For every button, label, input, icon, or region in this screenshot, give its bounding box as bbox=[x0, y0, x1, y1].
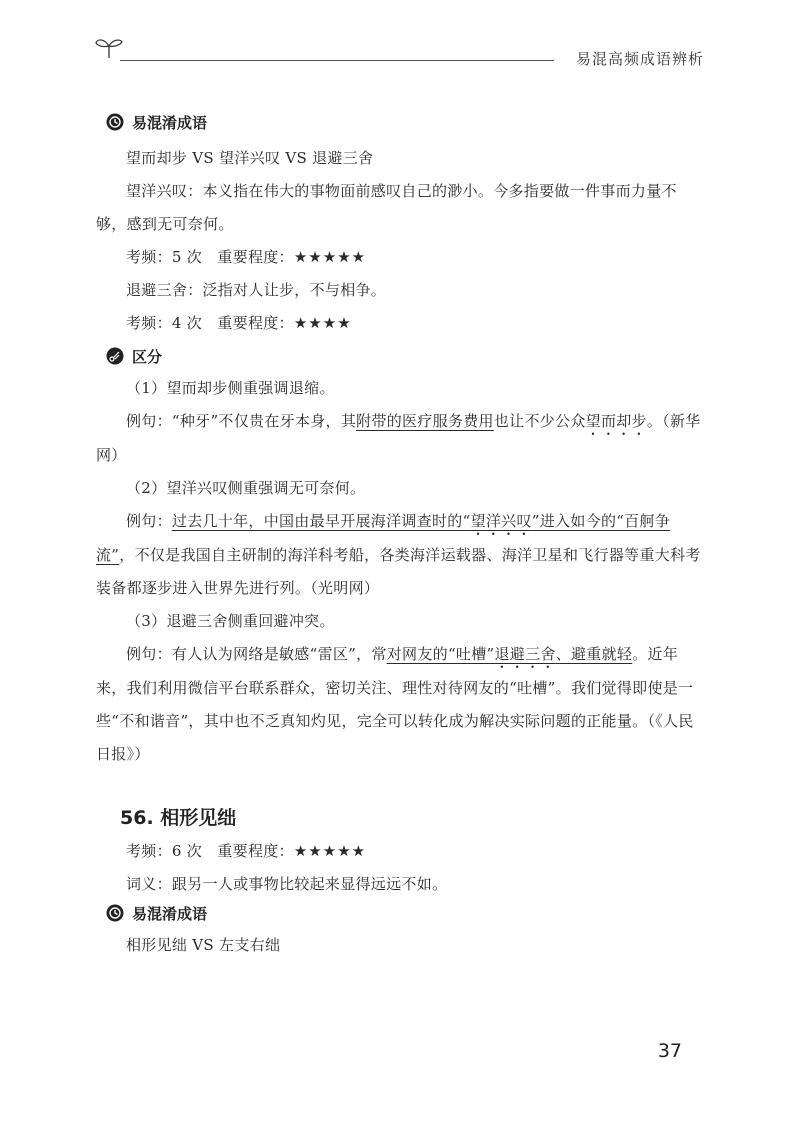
definition-wangyangxingtan: 望洋兴叹：本义指在伟大的事物面前感叹自己的渺小。今多指要做一件事而力量不够，感到无可奈何。 bbox=[96, 182, 677, 233]
example-text: 例句：有人认为网络是敏感“雷区”，常 bbox=[126, 645, 387, 663]
confusable-heading-text: 易混淆成语 bbox=[132, 113, 208, 132]
importance-stars: ★★★★★ bbox=[293, 248, 367, 266]
underlined-phrase: 过去几十年，中国由最早开展海洋调查时的“ bbox=[171, 512, 471, 530]
example-text: 例句： bbox=[126, 512, 172, 530]
frequency-label: 考频：4 次 bbox=[126, 314, 203, 332]
dotted-idiom: 望洋兴叹 bbox=[470, 512, 532, 530]
frequency-label: 考频：6 次 bbox=[126, 842, 203, 860]
sprout-icon bbox=[94, 34, 124, 60]
importance-label: 重要程度： bbox=[217, 842, 294, 860]
importance-label: 重要程度： bbox=[217, 248, 294, 266]
section-title: 56. 相形见绌 bbox=[120, 807, 237, 829]
running-header bbox=[94, 28, 704, 68]
frequency-line bbox=[96, 307, 702, 340]
scissors-circle-icon bbox=[106, 347, 124, 365]
example-text: 也让不少公众 bbox=[493, 412, 586, 430]
distinguish-heading bbox=[106, 344, 702, 368]
importance-label: 重要程度： bbox=[217, 314, 294, 332]
page-content bbox=[96, 110, 702, 962]
example-2 bbox=[96, 505, 702, 605]
meaning-line: 词义：跟另一人或事物比较起来显得远远不如。 bbox=[126, 875, 448, 893]
header-title: 易混高频成语辨析 bbox=[575, 50, 704, 68]
confusable-heading bbox=[106, 901, 702, 925]
frequency-line bbox=[96, 241, 702, 274]
underlined-phrase: ”进入如今的“百舸争流” bbox=[96, 512, 671, 564]
example-3 bbox=[96, 638, 702, 771]
compare-line: 相形见绌 VS 左支右绌 bbox=[126, 936, 281, 954]
dotted-idiom: 退避三舍 bbox=[494, 645, 556, 663]
example-text: ，不仅是我国自主研制的海洋科考船，各类海洋运载器、海洋卫星和飞行器等重大科考装备都逐步进入世界先进行列。（光明网） bbox=[96, 546, 701, 597]
frequency-line bbox=[96, 835, 702, 868]
distinction-3: （3）退避三舍侧重回避冲突。 bbox=[126, 612, 335, 630]
example-text: 例句：“种牙”不仅贵在牙本身，其 bbox=[126, 412, 357, 430]
underlined-phrase: 、避重就轻 bbox=[555, 645, 633, 663]
confusable-heading-text: 易混淆成语 bbox=[132, 904, 208, 923]
distinction-1: （1）望而却步侧重强调退缩。 bbox=[126, 379, 335, 397]
dotted-idiom: 望而却步 bbox=[585, 412, 647, 430]
distinguish-heading-text: 区分 bbox=[132, 347, 163, 366]
confusable-heading bbox=[106, 110, 702, 134]
underlined-phrase: 对网友的“吐槽” bbox=[386, 645, 495, 663]
header-rule bbox=[120, 60, 554, 61]
example-1 bbox=[96, 405, 702, 472]
definition-tuibisanshe: 退避三舍：泛指对人让步，不与相争。 bbox=[126, 281, 387, 299]
frequency-label: 考频：5 次 bbox=[126, 248, 203, 266]
page-number: 37 bbox=[657, 1040, 682, 1062]
compare-line: 望而却步 VS 望洋兴叹 VS 退避三舍 bbox=[126, 149, 374, 167]
importance-stars: ★★★★ bbox=[293, 314, 352, 332]
clock-circle-icon bbox=[106, 113, 124, 131]
clock-circle-icon bbox=[106, 904, 124, 922]
importance-stars: ★★★★★ bbox=[293, 842, 367, 860]
underlined-phrase: 附带的医疗服务费用 bbox=[356, 412, 494, 430]
example-text: 。近年来，我们利用微信平台联系群众，密切关注、理性对待网友的“吐槽”。我们觉得即使是一些“不和谐音”，其中也不乏真知灼见，完全可以转化成为解决实际问题的正能量。（《人民日报》） bbox=[96, 645, 694, 763]
distinction-2: （2）望洋兴叹侧重强调无可奈何。 bbox=[126, 479, 366, 497]
example-text: 。（新华网） bbox=[96, 412, 701, 464]
